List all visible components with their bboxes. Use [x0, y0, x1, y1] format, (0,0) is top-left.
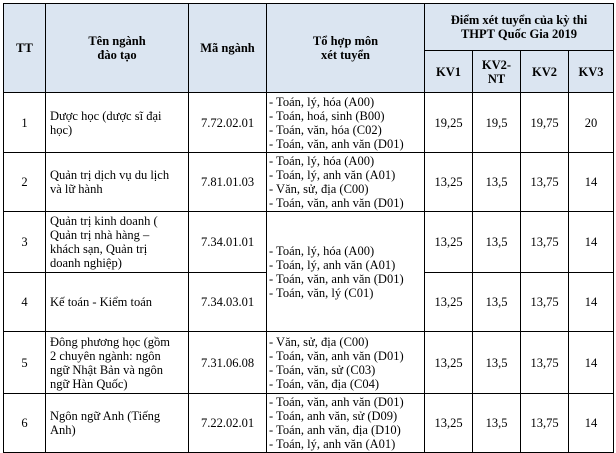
- header-kv3: KV3: [569, 51, 614, 93]
- header-subject-combo: [267, 4, 425, 93]
- subject-combo-item: - Toán, lý, anh văn (A01): [269, 168, 396, 182]
- subject-combo-item: - Toán, văn, anh văn (D01): [269, 196, 404, 210]
- table-row: [4, 153, 614, 212]
- text-line: NT: [487, 71, 506, 86]
- row-major-name: [46, 273, 189, 332]
- row-tt: 1: [4, 93, 46, 153]
- subject-combo-item: - Toán, anh văn, địa (D10): [269, 423, 401, 437]
- row-subject-combos: [267, 153, 425, 212]
- text-line: Quản trị kinh doanh (: [50, 214, 158, 228]
- row-major-name: [46, 93, 189, 153]
- row-major-code: 7.34.03.01: [189, 273, 267, 332]
- row-tt: 5: [4, 332, 46, 394]
- header-major-name: [46, 4, 189, 93]
- text-line: Tổ hợp môn: [312, 34, 379, 48]
- subject-combo-item: - Toán, văn, anh văn (D01): [269, 395, 404, 409]
- row-major-name: [46, 332, 189, 394]
- row-major-code: 7.31.06.08: [189, 332, 267, 394]
- text-line: Quản trị dịch vụ du lịch: [50, 168, 170, 182]
- row-major-code: 7.22.02.01: [189, 394, 267, 453]
- row-major-code: 7.72.02.01: [189, 93, 267, 153]
- subject-combo-item: - Toán, văn, anh văn (D01): [269, 271, 404, 286]
- table-row: [4, 394, 614, 453]
- row-kv2: 13,75: [521, 153, 569, 212]
- admission-scores-table: [3, 3, 614, 453]
- header-tt: TT: [4, 4, 46, 93]
- subject-combo-item: - Toán, anh văn, sử (D09): [269, 409, 398, 423]
- row-kv2nt: 13,5: [473, 394, 521, 453]
- text-line: học): [50, 122, 73, 137]
- row-major-name: [46, 212, 189, 273]
- row-major-code: 7.81.01.03: [189, 153, 267, 212]
- header-kv2nt: [473, 51, 521, 93]
- row-kv1: 13,25: [425, 273, 473, 332]
- row-kv3: 14: [569, 273, 614, 332]
- subject-combo-item: - Toán, lý, hóa (A00): [269, 94, 375, 109]
- subject-combo-item: - Toán, văn, lý (C01): [269, 285, 374, 300]
- row-kv2: 19,75: [521, 93, 569, 153]
- text-line: ngữ Hàn Quốc): [50, 376, 128, 391]
- row-kv1: 13,25: [425, 394, 473, 453]
- row-kv1: 19,25: [425, 93, 473, 153]
- row-subject-combos: [267, 93, 425, 153]
- row-kv2: 13,75: [521, 273, 569, 332]
- row-kv3: 14: [569, 153, 614, 212]
- table-row: [4, 93, 614, 153]
- row-subject-combos: [267, 332, 425, 394]
- row-kv2: 13,75: [521, 332, 569, 394]
- row-major-code: 7.34.01.01: [189, 212, 267, 273]
- row-tt: 3: [4, 212, 46, 273]
- subject-combo-item: - Toán, văn, sử (C03): [269, 362, 376, 377]
- text-line: doanh nghiệp): [50, 256, 122, 270]
- row-kv2nt: 13,5: [473, 153, 521, 212]
- row-subject-combos-shared: [267, 212, 425, 332]
- row-kv3: 14: [569, 212, 614, 273]
- text-line: Dược học (dược sĩ đại: [50, 108, 162, 123]
- row-kv2nt: 13,5: [473, 212, 521, 273]
- row-subject-combos: [267, 394, 425, 453]
- text-line: ngữ Nhật Bản và ngôn: [50, 362, 164, 377]
- row-kv1: 13,25: [425, 153, 473, 212]
- subject-combo-item: - Toán, văn, anh văn (D01): [269, 348, 404, 363]
- row-kv1: 13,25: [425, 212, 473, 273]
- text-line: và lữ hành: [50, 182, 103, 196]
- text-line: khách sạn, Quản trị: [50, 242, 148, 256]
- row-tt: 6: [4, 394, 46, 453]
- subject-combo-item: - Toán, hoá, sinh (B00): [269, 108, 385, 123]
- subject-combo-item: - Văn, sử, địa (C00): [269, 334, 369, 349]
- row-kv2nt: 13,5: [473, 273, 521, 332]
- row-tt: 2: [4, 153, 46, 212]
- row-kv1: 13,25: [425, 332, 473, 394]
- table-row: [4, 212, 614, 273]
- header-score-group: [425, 4, 614, 51]
- text-line: Ngôn ngữ Anh (Tiếng: [50, 409, 161, 423]
- subject-combo-item: - Toán, văn, anh văn (D01): [269, 136, 404, 151]
- row-kv2: 13,75: [521, 212, 569, 273]
- text-line: Quản trị nhà hàng –: [50, 228, 150, 242]
- text-line: THPT Quốc Gia 2019: [460, 27, 578, 41]
- row-major-name: [46, 394, 189, 453]
- text-line: Anh): [50, 423, 76, 437]
- text-line: Kế toán - Kiểm toán: [50, 295, 153, 309]
- text-line: xét tuyển: [321, 48, 370, 62]
- row-kv3: 14: [569, 332, 614, 394]
- subject-combo-item: - Toán, lý, anh văn (A01): [269, 257, 396, 272]
- subject-combo-item: - Toán, văn, địa (C04): [269, 376, 379, 391]
- text-line: đào tạo: [97, 48, 137, 62]
- subject-combo-item: - Toán, văn, hóa (C02): [269, 122, 382, 137]
- row-kv2nt: 13,5: [473, 332, 521, 394]
- subject-combo-item: - Toán, lý, hóa (A00): [269, 243, 375, 258]
- row-major-name: [46, 153, 189, 212]
- header-kv1: KV1: [425, 51, 473, 93]
- text-line: KV2-: [481, 57, 512, 72]
- row-kv3: 20: [569, 93, 614, 153]
- row-tt: 4: [4, 273, 46, 332]
- text-line: 2 chuyên ngành: ngôn: [50, 348, 161, 363]
- row-kv2nt: 19,5: [473, 93, 521, 153]
- text-line: Điểm xét tuyển của kỳ thi: [450, 13, 588, 27]
- table-row: [4, 332, 614, 394]
- subject-combo-item: - Toán, lý, anh văn (A01): [269, 437, 396, 451]
- header-kv2: KV2: [521, 51, 569, 93]
- subject-combo-item: - Toán, lý, hóa (A00): [269, 154, 375, 168]
- text-line: Đông phương học (gồm: [50, 334, 170, 349]
- text-line: Tên ngành: [88, 34, 146, 48]
- row-kv3: 14: [569, 394, 614, 453]
- header-major-code: Mã ngành: [189, 4, 267, 93]
- subject-combo-item: - Văn, sử, địa (C00): [269, 182, 369, 196]
- row-kv2: 13,75: [521, 394, 569, 453]
